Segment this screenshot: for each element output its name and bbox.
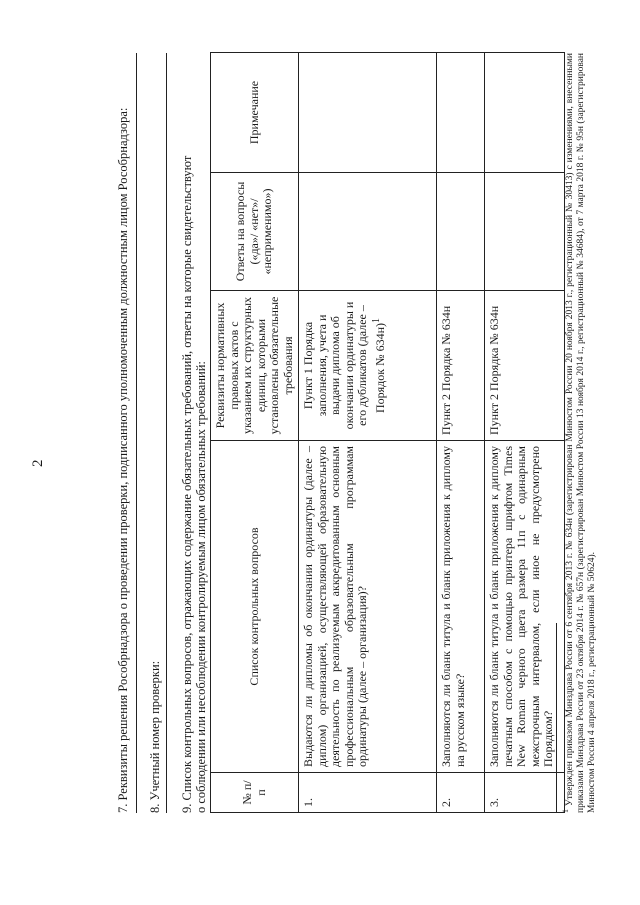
- row-3-number: 3.: [485, 773, 565, 813]
- footnote-mark-2: 1: [561, 809, 570, 813]
- row-1-question: Выдаются ли дипломы об окончании ординатуры (далее – диплом) организацией, осуществляющей образовательную деятельность по реализуемым аккредитованным основным профессиональным образовательным программам ординатуры (далее – организация)?: [299, 441, 437, 773]
- footnote-rule: [556, 623, 557, 813]
- page-number-top: 2: [30, 459, 46, 467]
- item-9-line-2: о соблюдении или несоблюдении контролируемым лицом обязательных требований:: [194, 361, 208, 813]
- item-9-line-1: 9. Список контрольных вопросов, отражающих содержание обязательных требований, ответы на которые свидетельствуют: [180, 155, 194, 813]
- header-note: Примечание: [211, 53, 299, 173]
- row-2-requisite: Пункт 2 Порядка № 634н: [437, 291, 485, 441]
- row-1-requisite: Пункт 1 Порядка заполнения, учета и выдачи диплома об окончании ординатуры и его дубликатов (далее – Порядок № 634н): [301, 301, 387, 430]
- row-3-question: Заполняются ли бланк титула и бланк приложения к диплому печатным способом с помощью принтера шрифтом Times New Roman черного цвета размера 11п с одинарным межстрочным интервалом, если иное не предусмотрено Порядком?: [485, 441, 565, 773]
- header-questions: Список контрольных вопросов: [211, 441, 299, 773]
- footnote-block: [560, 53, 598, 813]
- header-answers: Ответы на вопросы («да»/ «нет»/ «неприменимо»): [211, 173, 299, 291]
- item-8-accounting-number: 8. Учетный номер проверки:: [148, 660, 162, 813]
- row-1-footnote-mark: 1: [370, 318, 382, 323]
- row-1-number: 1.: [299, 773, 437, 813]
- header-number: № п/п: [211, 773, 299, 813]
- row-2-question: Заполняются ли бланк титула и бланк приложения к диплому на русском языке?: [437, 441, 485, 773]
- header-requisites: Реквизиты нормативных правовых актов с указанием их структурных единиц, которыми установлены обязательные требования: [211, 291, 299, 441]
- row-3-requisite: Пункт 2 Порядка № 634н: [485, 291, 565, 441]
- row-2-number: 2.: [437, 773, 485, 813]
- footnote-text-2: Утвержден приказом Минздрава России от 6 сентября 2013 г. № 634н (зарегистрирован Минюстом России 20 ноября 2013 г., регистрационный № 30413) с изменениями, внесенными приказами Минздрава России от 23 октября 2014 г. № 657н (зарегистрирован Минюстом России 13 ноября 2014 г., регистрационный № 34684), от 7 марта 2018 г. № 95н (зарегистрирован Минюстом России 4 апреля 2018 г., регистрационный № 50624).: [565, 53, 598, 813]
- item-7-line: 7. Реквизиты решения Рособрнадзора о проведении проверки, подписанного уполномоченным должностным лицом Рособрнадзора:: [116, 107, 130, 813]
